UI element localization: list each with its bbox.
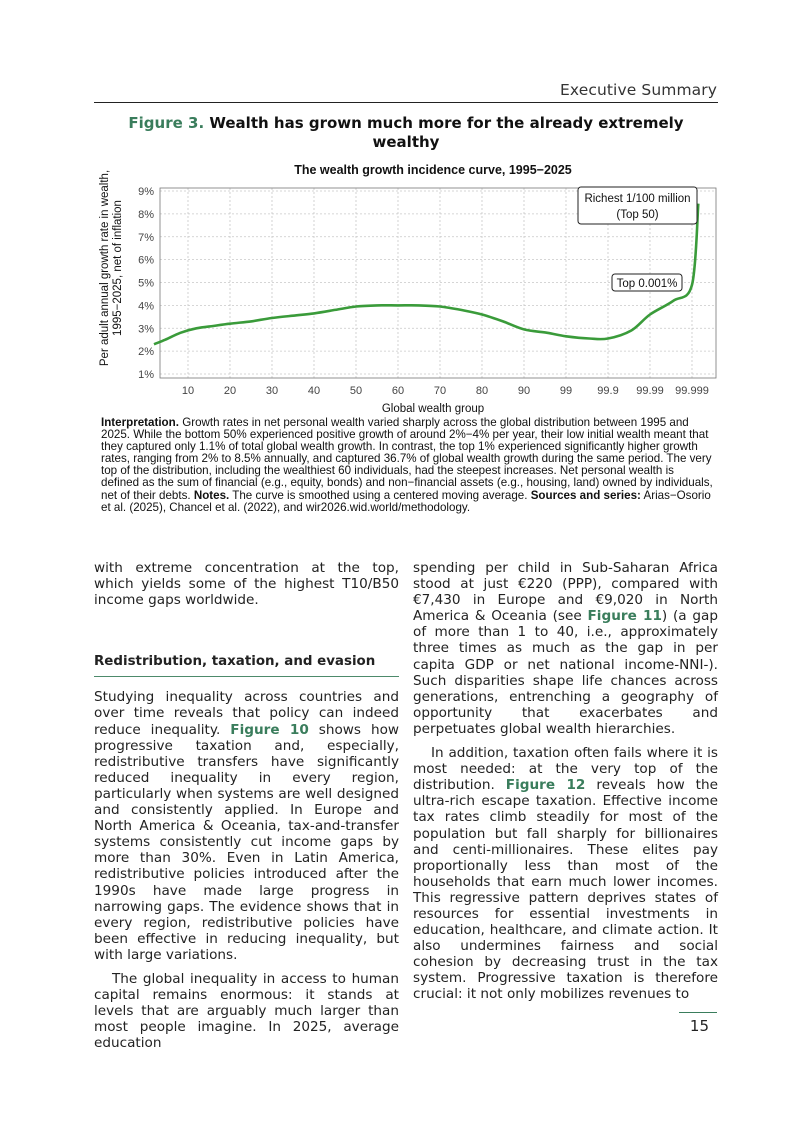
x-tick-label: 99.9 xyxy=(597,385,619,397)
y-tick-label: 3% xyxy=(138,323,154,336)
left-p2-text-b: shows how progressive taxation and, especially, redistributive transfers have significantly reduced inequality in every region, particularly when systems are well designed and consistently applied. In Europe and North America & Oceania, tax-and-transfer systems consistently cut income gaps by more than 30%. Even in Latin America, redistributive policies introduced after the 1990s have made large progress in narrowing gaps. The evidence shows that in every region, redistributive policies have been effective in reducing inequality, but with large variations. xyxy=(94,721,400,963)
annotation-top50 xyxy=(578,187,697,224)
annotation-label: Top 0.001% xyxy=(616,278,678,290)
sources-text: Arias−Osorio et al. (2025), Chancel et al. (2022), and wir2026.wid.world/methodology. xyxy=(101,488,711,514)
y-tick-label: 1% xyxy=(138,369,154,381)
page-number-rule xyxy=(679,1012,717,1013)
chart-title: The wealth growth incidence curve, 1995−2025 xyxy=(294,163,572,177)
x-tick-label: 99.999 xyxy=(675,385,709,397)
figure-title xyxy=(94,114,718,152)
x-tick-label: 30 xyxy=(265,385,279,397)
figure-interpretation xyxy=(101,417,713,514)
x-tick-label: 70 xyxy=(433,385,447,397)
x-tick-label: 50 xyxy=(349,385,363,397)
right-p1-text-b: ) (a gap of more than 1 to 40, i.e., approximately three times as much as the gap in per capita GDP or net national income-NNI-). Such disparities shape life chances across generations, entrenching a geography of opportunity that exacerbates and perpetuates global wealth hierarchies. xyxy=(413,608,718,737)
x-tick-label: 99 xyxy=(559,385,573,397)
y-tick-label: 8% xyxy=(138,208,154,221)
section-heading: Redistribution, taxation, and evasion xyxy=(94,654,399,677)
left-column xyxy=(94,560,399,1051)
notes-label: Notes. xyxy=(193,488,230,502)
y-tick-label: 9% xyxy=(138,186,154,198)
chart-svg xyxy=(94,158,718,420)
x-tick-label: 10 xyxy=(181,385,195,397)
y-tick-label: 5% xyxy=(138,277,154,290)
interpretation-text: Growth rates in net personal wealth varied sharply across the global distribution between 1995 and 2025. While the bottom 50% experienced positive growth of around 2%−4% per year, their low initial wealth meant that they captured only 1.1% of total global wealth growth. In contrast, the top 1% experienced significantly higher growth rates, ranging from 2% to 8.5% annually, and captured 36.7% of global wealth growth during the same period. The very top of the distribution, including the wealthiest 60 individuals, had the steepest increases. Net personal wealth is defined as the sum of financial (e.g., equity, bonds) and non−financial assets (e.g., housing, land) owned by individuals, net of their debts. xyxy=(101,416,713,502)
right-p2-text-a: In addition, taxation often fails where it is most needed: at the very top of the distribution. xyxy=(413,745,718,794)
figure-11-link[interactable]: Figure 11 xyxy=(587,608,662,625)
left-p2-text-a: Studying inequality across countries and over time reveals that policy can indeed reduce inequality. xyxy=(94,689,399,738)
annotation-label: Richest 1/100 million xyxy=(584,193,691,205)
sources-label: Sources and series: xyxy=(530,488,641,502)
y-tick-label: 6% xyxy=(138,254,154,267)
right-column xyxy=(413,560,718,1003)
x-axis-label: Global wealth group xyxy=(381,403,485,415)
figure-10-link[interactable]: Figure 10 xyxy=(230,721,309,738)
y-axis-label-line2: 1995−2025, net of inflation xyxy=(112,200,124,336)
x-tick-label: 80 xyxy=(475,385,489,397)
x-tick-label: 99.99 xyxy=(636,385,664,397)
left-paragraph-2 xyxy=(94,689,399,963)
left-paragraph-3: The global inequality in access to human capital remains enormous: it stands at levels that are arguably much larger than most people imagine. In 2025, average education xyxy=(94,970,399,1052)
annotation-sublabel: (Top 50) xyxy=(616,209,659,221)
x-tick-label: 60 xyxy=(391,385,405,397)
figure-title-text: Wealth has grown much more for the already extremely wealthy xyxy=(209,114,684,151)
page-number: 15 xyxy=(689,1017,709,1035)
right-p1-text-a: spending per child in Sub-Saharan Africa stood at just €220 (PPP), compared with €7,430 in Europe and €9,020 in North America & Oceania (see xyxy=(413,560,718,625)
figure-number: Figure 3. xyxy=(128,114,205,132)
wealth-growth-chart xyxy=(94,158,718,420)
header-rule xyxy=(94,102,718,103)
right-paragraph-2 xyxy=(413,745,718,1003)
chart-annotations xyxy=(578,187,697,291)
notes-text: The curve is smoothed using a centered moving average. xyxy=(232,488,528,502)
figure-12-link[interactable]: Figure 12 xyxy=(505,777,586,794)
right-paragraph-1 xyxy=(413,560,718,737)
x-tick-label: 90 xyxy=(517,385,531,397)
y-tick-label: 2% xyxy=(138,346,154,359)
right-p2-text-b: reveals how the ultra-rich escape taxation. Effective income tax rates climb steadily for most of the population but fall sharply for billionaires and centi-millionaires. These elites pay proportionally less than most of the households that earn much lower incomes. This regressive pattern deprives states of resources for essential investments in education, healthcare, and climate action. It also undermines fairness and social cohesion by decreasing trust in the tax system. Progressive taxation is therefore crucial: it not only mobilizes revenues to xyxy=(413,777,718,1003)
running-header: Executive Summary xyxy=(560,81,717,99)
x-tick-label: 20 xyxy=(223,385,237,397)
y-tick-label: 7% xyxy=(138,231,154,244)
left-paragraph-1: with extreme concentration at the top, which yields some of the highest T10/B50 income gaps worldwide. xyxy=(94,560,399,609)
x-tick-label: 40 xyxy=(307,385,321,397)
y-tick-label: 4% xyxy=(138,300,154,313)
y-axis-label-line1: Per adult annual growth rate in wealth, xyxy=(99,169,111,367)
annotation-top-0001 xyxy=(612,274,682,291)
interpretation-label: Interpretation. xyxy=(101,416,179,429)
